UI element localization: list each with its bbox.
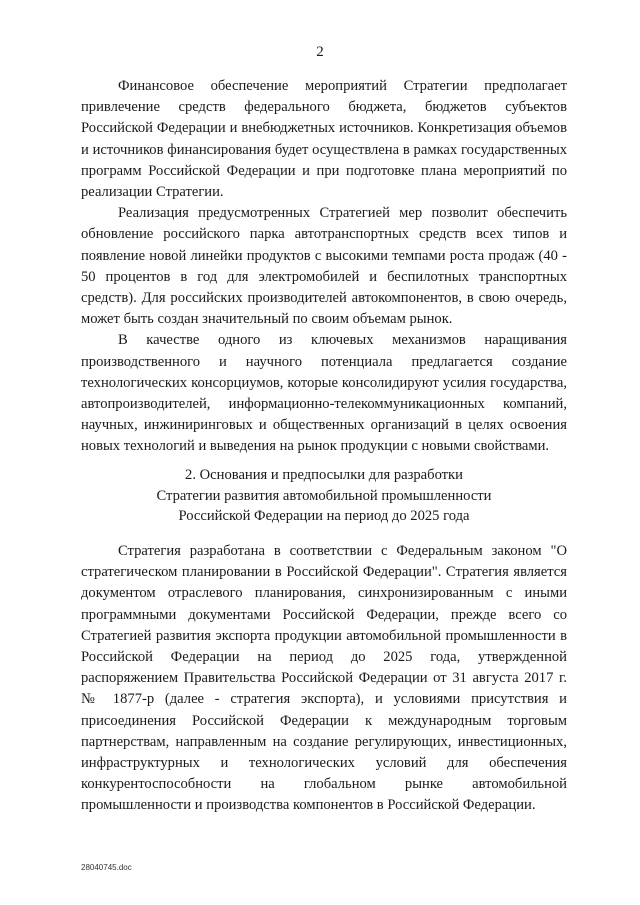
- paragraph-financing: Финансовое обеспечение мероприятий Стратегии предполагает привлечение средств федерального бюджета, бюджетов субъектов Российской Федерации и внебюджетных источников. Конкретизация объемов и источников финансирования будет осуществлена в рамках государственных программ Российской Федерации и при подготовке плана мероприятий по реализации Стратегии.: [81, 78, 567, 201]
- paragraph-implementation: Реализация предусмотренных Стратегией мер позволит обеспечить обновление российского парка автотранспортных средств всех типов и появление новой линейки продуктов с высокими темпами роста продаж (40 - 50 процентов в год для электромобилей и беспилотных транспортных средств). Для российских производителей автокомпонентов, в свою очередь, может быть создан значительный по своим объемам рынок.: [81, 205, 567, 328]
- section-heading: [81, 465, 567, 527]
- section-2-body: [81, 541, 567, 817]
- file-reference: 28040745.doc: [81, 863, 132, 872]
- paragraph-strategy-basis: Стратегия разработана в соответствии с Федеральным законом "О стратегическом планировании в Российской Федерации". Стратегия является документом отраслевого планирования, синхронизированным с иными программными документами Российской Федерации, прежде всего со Стратегией развития экспорта продукции автомобильной промышленности в Российской Федерации на период до 2025 года, утвержденной распоряжением Правительства Российской Федерации от 31 августа 2017 г. № 1877-р (далее - стратегия экспорта), и условиями присутствия и присоединения Российской Федерации к международным торговым партнерствам, направленным на создание регулирующих, инвестиционных, инфраструктурных и технологических условий для обеспечения конкурентоспособности на глобальном рынке автомобильной промышленности и производства компонентов в Российской Федерации.: [81, 543, 567, 814]
- section-1-body: [81, 76, 567, 458]
- section-heading-line: Российской Федерации на период до 2025 года: [178, 508, 470, 524]
- section-heading-line: 2. Основания и предпосылки для разработки: [185, 467, 463, 483]
- paragraph-consortiums: В качестве одного из ключевых механизмов наращивания производственного и научного потенциала предлагается создание технологических консорциумов, которые консолидируют усилия государства, автопроизводителей, информационно-телекоммуникационных компаний, научных, инжиниринговых и общественных организаций в целях освоения новых технологий и выведения на рынок продукции с новыми свойствами.: [81, 332, 567, 455]
- page-number: 2: [316, 44, 324, 60]
- section-heading-line: Стратегии развития автомобильной промышленности: [156, 487, 492, 504]
